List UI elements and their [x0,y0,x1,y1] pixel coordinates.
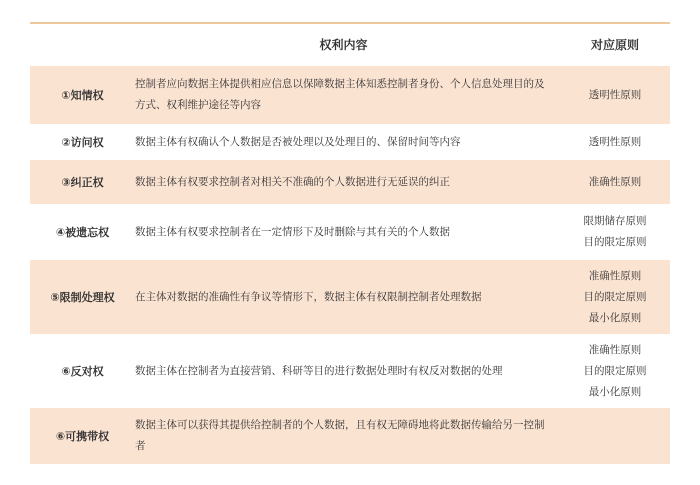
principle-item: 限期储存原则 [583,215,647,227]
right-name: ⑥反对权 [61,365,104,378]
right-principles [560,211,670,253]
right-name: ②访问权 [61,136,104,149]
principle-item: 准确性原则 [588,343,642,356]
right-name: ⑥可携带权 [55,430,110,443]
right-content: 数据主体有权确认个人数据是否被处理以及处理目的、保留时间等内容 [135,135,461,148]
table-row [30,66,670,124]
right-principles [560,266,670,329]
principle-item: 最小化原则 [588,311,642,324]
principle-item: 目的限定原则 [583,290,647,303]
table-row [30,160,670,204]
principle-item: 目的限定原则 [583,236,647,248]
table-header-row [30,24,670,66]
table-row [30,408,670,464]
right-name: ③纠正权 [61,176,104,189]
rights-table [30,22,670,464]
principle-item: 透明性原则 [588,88,642,101]
table-row [30,124,670,160]
right-principles [560,132,670,153]
right-content: 在主体对数据的准确性有争议等情形下，数据主体有权限制控制者处理数据 [135,290,482,303]
right-content: 数据主体有权要求控制者对相关不准确的个人数据进行无延误的纠正 [135,175,450,188]
right-content: 控制者应向数据主体提供相应信息以保障数据主体知悉控制者身份、个人信息处理目的及方式、权利维护途径等内容 [135,78,545,111]
principle-item: 最小化原则 [588,385,642,398]
principle-item: 准确性原则 [588,175,642,188]
table-row [30,260,670,334]
right-name: ⑤限制处理权 [50,291,115,304]
right-content: 数据主体有权要求控制者在一定情形下及时删除与其有关的个人数据 [135,225,450,238]
principle-item: 透明性原则 [588,135,642,148]
header-principle: 对应原则 [590,37,639,52]
table-row [30,204,670,260]
header-content: 权利内容 [319,37,368,52]
principle-item: 目的限定原则 [583,364,647,377]
right-name: ④被遗忘权 [55,226,110,239]
right-content: 数据主体在控制者为直接营销、科研等目的进行数据处理时有权反对数据的处理 [135,364,503,377]
table-row [30,334,670,408]
principle-item: 准确性原则 [588,269,642,282]
right-name: ①知情权 [61,89,104,102]
right-principles [560,172,670,193]
right-content: 数据主体可以获得其提供给控制者的个人数据，且有权无障碍地将此数据传输给另一控制者 [135,419,545,452]
right-principles [560,85,670,106]
right-principles [560,340,670,403]
